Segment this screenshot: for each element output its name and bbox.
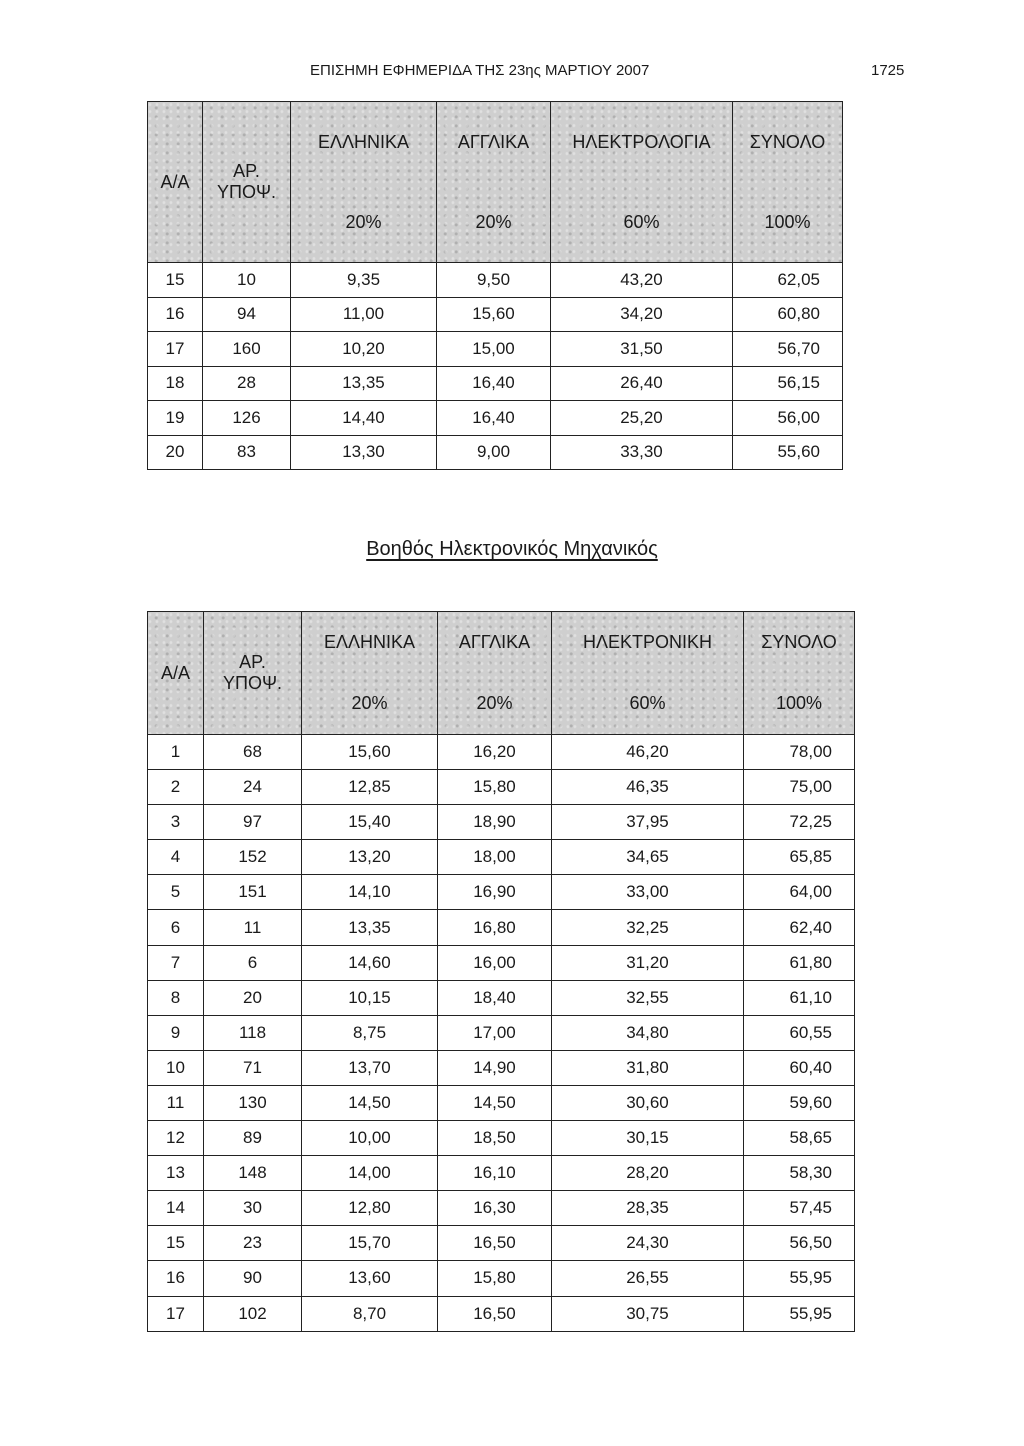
- english-score-cell: 9,00: [437, 435, 551, 470]
- table-row: [148, 1191, 855, 1226]
- table-row: [148, 1156, 855, 1191]
- english-score-cell: 16,30: [438, 1191, 552, 1226]
- english-score-cell: 16,40: [437, 401, 551, 436]
- candidate-number-cell: 118: [204, 1015, 302, 1050]
- greek-score-cell: 13,70: [302, 1050, 438, 1085]
- candidate-number-cell: 152: [204, 840, 302, 875]
- specialty-score-cell: 28,35: [552, 1191, 744, 1226]
- results-table-electronics: [147, 611, 855, 1332]
- greek-score-cell: 14,40: [291, 401, 437, 436]
- column-header-total: ΣΥΝΟΛΟ 100%: [733, 102, 843, 263]
- candidate-number-cell: 148: [204, 1156, 302, 1191]
- english-score-cell: 15,80: [438, 770, 552, 805]
- total-score-cell: 62,05: [733, 263, 843, 298]
- row-number-cell: 18: [148, 366, 203, 401]
- row-number-cell: 10: [148, 1050, 204, 1085]
- column-header-aa: Α/Α: [148, 612, 204, 735]
- candidate-number-cell: 68: [204, 735, 302, 770]
- specialty-score-cell: 34,80: [552, 1015, 744, 1050]
- english-score-cell: 18,00: [438, 840, 552, 875]
- greek-score-cell: 15,70: [302, 1226, 438, 1261]
- column-header-candidate-number: ΑΡ. ΥΠΟΨ.: [203, 102, 291, 263]
- greek-score-cell: 8,70: [302, 1296, 438, 1331]
- candidate-number-cell: 130: [204, 1085, 302, 1120]
- column-header-english: ΑΓΓΛΙΚΑ 20%: [438, 612, 552, 735]
- total-score-cell: 60,40: [744, 1050, 855, 1085]
- english-score-cell: 18,50: [438, 1121, 552, 1156]
- table-row: [148, 910, 855, 945]
- total-score-cell: 58,30: [744, 1156, 855, 1191]
- table-row: [148, 263, 843, 298]
- table-row: [148, 297, 843, 332]
- candidate-number-cell: 28: [203, 366, 291, 401]
- candidate-number-cell: 94: [203, 297, 291, 332]
- row-number-cell: 20: [148, 435, 203, 470]
- column-header-english: ΑΓΓΛΙΚΑ 20%: [437, 102, 551, 263]
- greek-score-cell: 10,20: [291, 332, 437, 367]
- row-number-cell: 13: [148, 1156, 204, 1191]
- table-row: [148, 1015, 855, 1050]
- greek-score-cell: 13,35: [291, 366, 437, 401]
- row-number-cell: 16: [148, 1261, 204, 1296]
- greek-score-cell: 14,60: [302, 945, 438, 980]
- specialty-score-cell: 25,20: [551, 401, 733, 436]
- candidate-number-cell: 10: [203, 263, 291, 298]
- candidate-number-cell: 20: [204, 980, 302, 1015]
- total-score-cell: 55,60: [733, 435, 843, 470]
- row-number-cell: 9: [148, 1015, 204, 1050]
- specialty-score-cell: 28,20: [552, 1156, 744, 1191]
- greek-score-cell: 8,75: [302, 1015, 438, 1050]
- greek-score-cell: 10,00: [302, 1121, 438, 1156]
- table-row: [148, 980, 855, 1015]
- greek-score-cell: 15,60: [302, 735, 438, 770]
- column-header-candidate-number: ΑΡ. ΥΠΟΨ.: [204, 612, 302, 735]
- total-score-cell: 61,10: [744, 980, 855, 1015]
- english-score-cell: 18,40: [438, 980, 552, 1015]
- total-score-cell: 60,55: [744, 1015, 855, 1050]
- table-row: [148, 1296, 855, 1331]
- total-score-cell: 56,50: [744, 1226, 855, 1261]
- greek-score-cell: 14,50: [302, 1085, 438, 1120]
- greek-score-cell: 14,10: [302, 875, 438, 910]
- row-number-cell: 14: [148, 1191, 204, 1226]
- specialty-score-cell: 33,00: [552, 875, 744, 910]
- row-number-cell: 3: [148, 805, 204, 840]
- row-number-cell: 7: [148, 945, 204, 980]
- candidate-number-cell: 6: [204, 945, 302, 980]
- specialty-score-cell: 24,30: [552, 1226, 744, 1261]
- column-header-specialty: ΗΛΕΚΤΡΟΝΙΚΗ 60%: [552, 612, 744, 735]
- table-row: [148, 945, 855, 980]
- total-score-cell: 56,15: [733, 366, 843, 401]
- row-number-cell: 19: [148, 401, 203, 436]
- total-score-cell: 72,25: [744, 805, 855, 840]
- table-row: [148, 875, 855, 910]
- table-row: [148, 1050, 855, 1085]
- section-title: Βοηθός Ηλεκτρονικός Μηχανικός: [366, 538, 658, 560]
- greek-score-cell: 12,80: [302, 1191, 438, 1226]
- table-body: [148, 735, 855, 1332]
- table-row: [148, 735, 855, 770]
- specialty-score-cell: 31,50: [551, 332, 733, 367]
- total-score-cell: 75,00: [744, 770, 855, 805]
- column-header-total: ΣΥΝΟΛΟ 100%: [744, 612, 855, 735]
- table-row: [148, 1261, 855, 1296]
- row-number-cell: 15: [148, 1226, 204, 1261]
- specialty-score-cell: 26,55: [552, 1261, 744, 1296]
- table-row: [148, 366, 843, 401]
- specialty-score-cell: 26,40: [551, 366, 733, 401]
- greek-score-cell: 13,20: [302, 840, 438, 875]
- greek-score-cell: 15,40: [302, 805, 438, 840]
- total-score-cell: 57,45: [744, 1191, 855, 1226]
- column-header-greek: ΕΛΛΗΝΙΚΑ 20%: [291, 102, 437, 263]
- candidate-number-cell: 30: [204, 1191, 302, 1226]
- english-score-cell: 16,40: [437, 366, 551, 401]
- greek-score-cell: 9,35: [291, 263, 437, 298]
- table-row: [148, 401, 843, 436]
- total-score-cell: 62,40: [744, 910, 855, 945]
- english-score-cell: 14,90: [438, 1050, 552, 1085]
- row-number-cell: 2: [148, 770, 204, 805]
- specialty-score-cell: 34,20: [551, 297, 733, 332]
- page-number: 1725: [871, 62, 905, 79]
- candidate-number-cell: 102: [204, 1296, 302, 1331]
- candidate-number-cell: 71: [204, 1050, 302, 1085]
- greek-score-cell: 12,85: [302, 770, 438, 805]
- row-number-cell: 4: [148, 840, 204, 875]
- row-number-cell: 1: [148, 735, 204, 770]
- column-header-greek: ΕΛΛΗΝΙΚΑ 20%: [302, 612, 438, 735]
- specialty-score-cell: 43,20: [551, 263, 733, 298]
- table-row: [148, 840, 855, 875]
- total-score-cell: 60,80: [733, 297, 843, 332]
- row-number-cell: 17: [148, 1296, 204, 1331]
- total-score-cell: 55,95: [744, 1296, 855, 1331]
- row-number-cell: 17: [148, 332, 203, 367]
- row-number-cell: 5: [148, 875, 204, 910]
- table-row: [148, 1121, 855, 1156]
- specialty-score-cell: 32,25: [552, 910, 744, 945]
- candidate-number-cell: 83: [203, 435, 291, 470]
- table-row: [148, 1226, 855, 1261]
- column-header-aa: Α/Α: [148, 102, 203, 263]
- english-score-cell: 16,90: [438, 875, 552, 910]
- specialty-score-cell: 30,75: [552, 1296, 744, 1331]
- english-score-cell: 16,20: [438, 735, 552, 770]
- row-number-cell: 11: [148, 1085, 204, 1120]
- column-header-specialty: ΗΛΕΚΤΡΟΛΟΓΙΑ 60%: [551, 102, 733, 263]
- candidate-number-cell: 23: [204, 1226, 302, 1261]
- english-score-cell: 16,50: [438, 1226, 552, 1261]
- specialty-score-cell: 30,60: [552, 1085, 744, 1120]
- english-score-cell: 14,50: [438, 1085, 552, 1120]
- candidate-number-cell: 90: [204, 1261, 302, 1296]
- table-row: [148, 1085, 855, 1120]
- english-score-cell: 16,80: [438, 910, 552, 945]
- row-number-cell: 6: [148, 910, 204, 945]
- table-row: [148, 805, 855, 840]
- greek-score-cell: 13,30: [291, 435, 437, 470]
- candidate-number-cell: 89: [204, 1121, 302, 1156]
- total-score-cell: 55,95: [744, 1261, 855, 1296]
- specialty-score-cell: 46,20: [552, 735, 744, 770]
- results-table-electrology: [147, 101, 843, 470]
- greek-score-cell: 11,00: [291, 297, 437, 332]
- page-header: [0, 62, 1024, 86]
- candidate-number-cell: 97: [204, 805, 302, 840]
- table-row: [148, 435, 843, 470]
- row-number-cell: 16: [148, 297, 203, 332]
- gazette-title: ΕΠΙΣΗΜΗ ΕΦΗΜΕΡΙΔΑ ΤΗΣ 23ης ΜΑΡΤΙΟΥ 2007: [310, 62, 650, 79]
- english-score-cell: 16,50: [438, 1296, 552, 1331]
- total-score-cell: 65,85: [744, 840, 855, 875]
- candidate-number-cell: 151: [204, 875, 302, 910]
- total-score-cell: 61,80: [744, 945, 855, 980]
- row-number-cell: 15: [148, 263, 203, 298]
- candidate-number-cell: 11: [204, 910, 302, 945]
- total-score-cell: 56,00: [733, 401, 843, 436]
- total-score-cell: 58,65: [744, 1121, 855, 1156]
- english-score-cell: 16,10: [438, 1156, 552, 1191]
- row-number-cell: 12: [148, 1121, 204, 1156]
- greek-score-cell: 13,60: [302, 1261, 438, 1296]
- english-score-cell: 17,00: [438, 1015, 552, 1050]
- english-score-cell: 15,00: [437, 332, 551, 367]
- specialty-score-cell: 31,20: [552, 945, 744, 980]
- specialty-score-cell: 31,80: [552, 1050, 744, 1085]
- specialty-score-cell: 30,15: [552, 1121, 744, 1156]
- greek-score-cell: 14,00: [302, 1156, 438, 1191]
- english-score-cell: 16,00: [438, 945, 552, 980]
- specialty-score-cell: 37,95: [552, 805, 744, 840]
- english-score-cell: 15,80: [438, 1261, 552, 1296]
- total-score-cell: 56,70: [733, 332, 843, 367]
- total-score-cell: 64,00: [744, 875, 855, 910]
- table-row: [148, 770, 855, 805]
- specialty-score-cell: 46,35: [552, 770, 744, 805]
- total-score-cell: 78,00: [744, 735, 855, 770]
- specialty-score-cell: 34,65: [552, 840, 744, 875]
- table-row: [148, 332, 843, 367]
- english-score-cell: 18,90: [438, 805, 552, 840]
- candidate-number-cell: 160: [203, 332, 291, 367]
- table-body: [148, 263, 843, 470]
- greek-score-cell: 10,15: [302, 980, 438, 1015]
- row-number-cell: 8: [148, 980, 204, 1015]
- candidate-number-cell: 126: [203, 401, 291, 436]
- total-score-cell: 59,60: [744, 1085, 855, 1120]
- english-score-cell: 9,50: [437, 263, 551, 298]
- english-score-cell: 15,60: [437, 297, 551, 332]
- specialty-score-cell: 33,30: [551, 435, 733, 470]
- specialty-score-cell: 32,55: [552, 980, 744, 1015]
- greek-score-cell: 13,35: [302, 910, 438, 945]
- candidate-number-cell: 24: [204, 770, 302, 805]
